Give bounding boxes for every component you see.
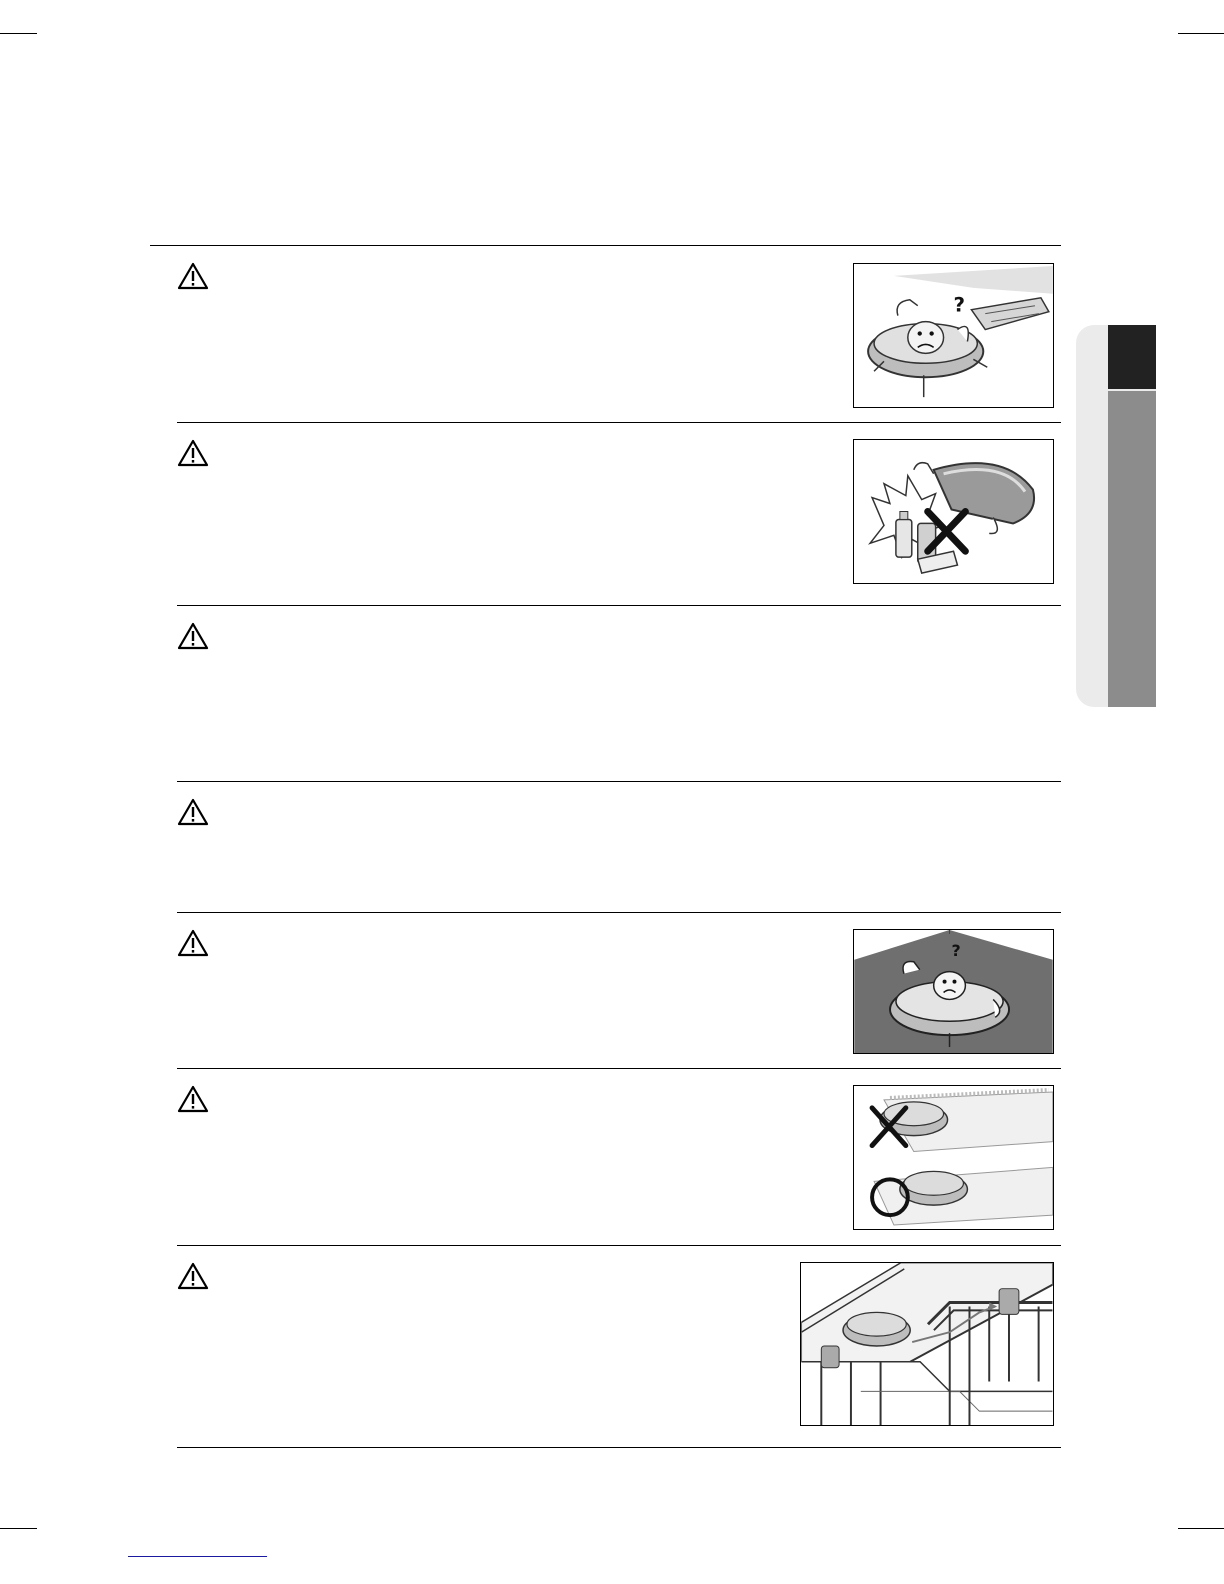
section-divider	[177, 1447, 1061, 1448]
chapter-tab-body	[1108, 391, 1156, 707]
footer-link-underline	[128, 1556, 267, 1557]
robot-cleaner-rug-edge-illustration	[853, 1085, 1054, 1230]
question-mark: ?	[953, 293, 966, 317]
question-mark: ?	[951, 940, 961, 960]
warning-triangle-icon	[177, 262, 209, 290]
crop-mark-top-left	[0, 33, 37, 34]
warning-triangle-icon	[177, 929, 209, 957]
section-divider	[177, 605, 1061, 606]
warning-triangle-icon	[177, 1262, 209, 1290]
crop-mark-bottom-left	[0, 1528, 37, 1529]
warning-triangle-icon	[177, 622, 209, 650]
warning-triangle-icon	[177, 798, 209, 826]
robot-cleaner-bottles-warning-illustration	[853, 439, 1054, 584]
robot-cleaner-staircase-illustration	[800, 1262, 1054, 1426]
section-divider	[177, 1068, 1061, 1069]
crop-mark-top-right	[1178, 33, 1224, 34]
chapter-tab-active	[1108, 325, 1156, 389]
header-rule	[150, 245, 1061, 246]
section-divider	[177, 1245, 1061, 1246]
section-divider	[177, 912, 1061, 913]
crop-mark-bottom-right	[1178, 1528, 1224, 1529]
robot-cleaner-dark-corner-illustration	[853, 929, 1054, 1054]
robot-cleaner-missing-dustbin-illustration	[853, 263, 1054, 408]
section-divider	[177, 422, 1061, 423]
section-divider	[177, 781, 1061, 782]
warning-triangle-icon	[177, 1085, 209, 1113]
warning-triangle-icon	[177, 439, 209, 467]
